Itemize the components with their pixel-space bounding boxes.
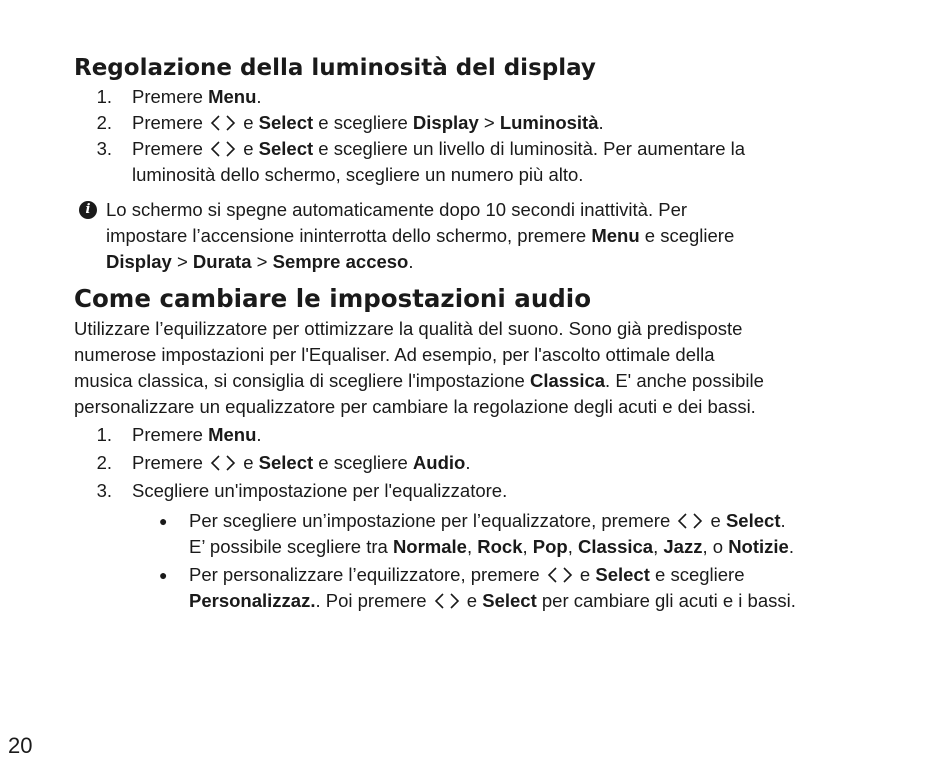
equalizer-bullets xyxy=(0,508,796,616)
audio-intro-paragraph: Utilizzare l’equilizzatore per ottimizzare la qualità del suono. Sono già predisposte numerose impostazioni per l'Equaliser. Ad esempio, per l'ascolto ottimale della musica classica, si consiglia di scegliere l'impostazione Classica. E' anche possibile personalizzare un equalizzatore per cambiare la regolazione degli acuti e dei bassi. xyxy=(74,318,764,417)
section-heading-brightness: Regolazione della luminosità del display xyxy=(74,55,596,81)
list-item: 3. Scegliere un'impostazione per l'equalizzatore. xyxy=(96,480,508,501)
bullet-icon: ● xyxy=(159,567,168,583)
list-item: 1. Premere Menu. xyxy=(96,424,262,445)
info-note: Lo schermo si spegne automaticamente dopo 10 secondi inattività. Per impostare l’accensione ininterrotta dello schermo, premere Menu e scegliere Display > Durata > Sempre acceso. xyxy=(106,199,735,272)
list-item: 2. Premere e Select e scegliere Audio. xyxy=(96,452,471,473)
left-right-chevron-icon xyxy=(677,513,703,529)
bullet-icon: ● xyxy=(159,513,168,529)
list-item: ● Per personalizzare l’equilizzatore, premere e Select e scegliere Personalizzaz.. Poi premere e Select per cambiare gli acuti e i bassi. xyxy=(159,564,796,611)
info-icon: i xyxy=(79,201,97,219)
left-right-chevron-icon xyxy=(547,567,573,583)
section-heading-audio: Come cambiare le impostazioni audio xyxy=(74,284,592,313)
left-right-chevron-icon xyxy=(434,593,460,609)
list-item: 2. Premere e Select e scegliere Display > Luminosità. xyxy=(96,112,604,133)
left-right-chevron-icon xyxy=(210,141,236,157)
left-right-chevron-icon xyxy=(210,455,236,471)
list-item: 3. Premere e Select e scegliere un livello di luminosità. Per aumentare la luminosità dello schermo, scegliere un numero più alto. xyxy=(96,138,746,185)
brightness-steps xyxy=(0,84,745,188)
left-right-chevron-icon xyxy=(210,115,236,131)
list-item: 1. Premere Menu. xyxy=(96,86,262,107)
audio-steps xyxy=(0,422,507,504)
list-item: ● Per scegliere un’impostazione per l’equalizzatore, premere e Select. E’ possibile scegliere tra Normale, Rock, Pop, Classica, Jazz, o Notizie. xyxy=(159,510,794,557)
page-number: 20 xyxy=(8,733,33,758)
